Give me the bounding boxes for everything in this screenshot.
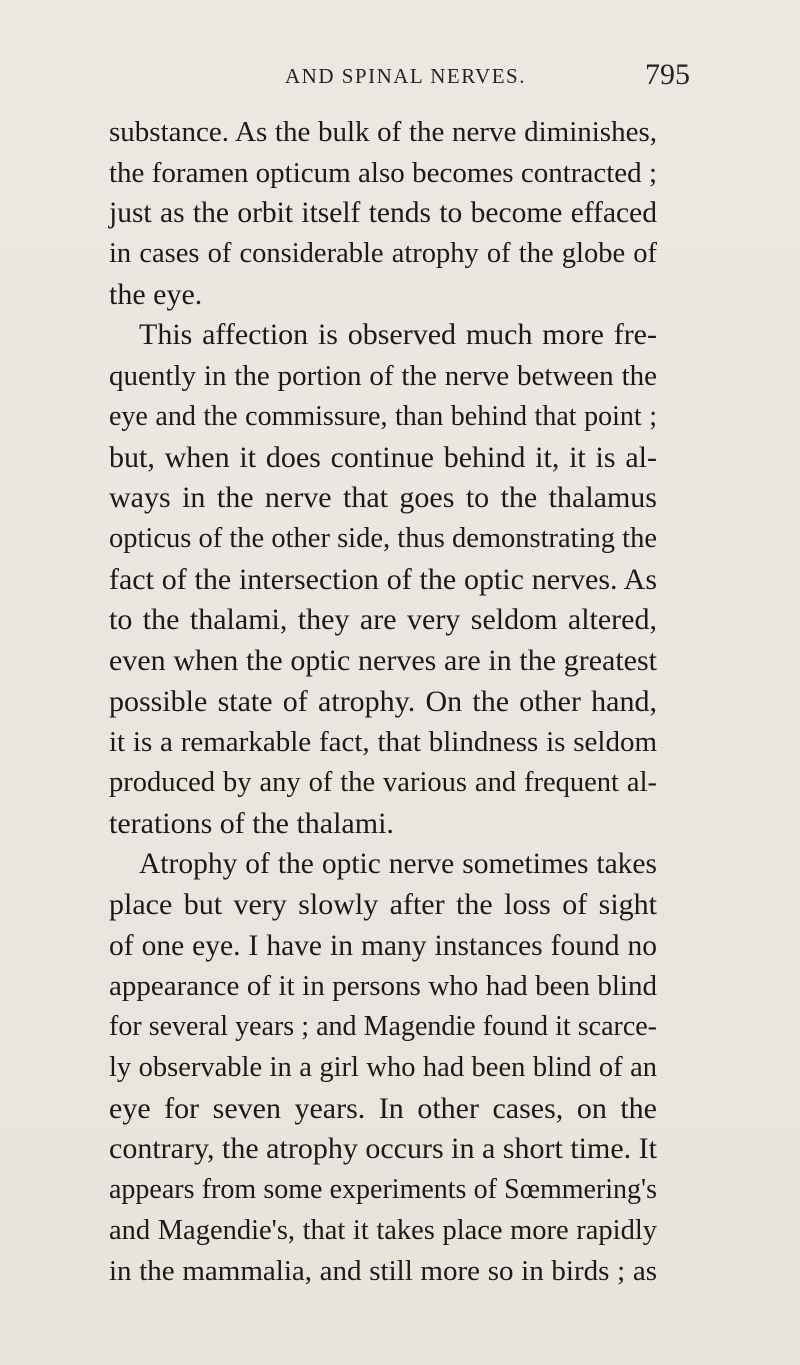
text-line: ways in the nerve that goes to the thalamus (109, 481, 657, 515)
text-line: appearance of it in persons who had been blind (109, 970, 657, 1003)
text-line: of one eye. I have in many instances found no (109, 929, 657, 962)
text-line: terations of the thalami. (109, 806, 394, 840)
text-line: the eye. (109, 277, 203, 311)
text-line: eye and the commissure, than behind that point ; (109, 400, 657, 432)
text-line: just as the orbit itself tends to become effaced (109, 197, 657, 230)
text-line: ly observable in a girl who had been blind of an (109, 1051, 657, 1083)
text-line: eye for seven years. In other cases, on the (109, 1091, 657, 1125)
text-line: and Magendie's, that it takes place more rapidly (109, 1214, 657, 1246)
text-line: to the thalami, they are very seldom altered, (109, 603, 657, 637)
text-line: it is a remarkable fact, that blindness is seldom (109, 726, 657, 759)
page-number: 795 (645, 58, 690, 91)
text-line: the foramen opticum also becomes contracted ; (109, 156, 657, 189)
running-head: AND SPINAL NERVES. (285, 64, 526, 88)
text-line: quently in the portion of the nerve between the (109, 360, 657, 393)
text-line: This affection is observed much more fre- (139, 318, 657, 352)
text-line: place but very slowly after the loss of sight (109, 888, 657, 922)
text-line: in cases of considerable atrophy of the globe of (109, 238, 657, 270)
body-text (109, 112, 657, 1292)
text-line: Atrophy of the optic nerve sometimes takes (139, 848, 657, 881)
text-line: for several years ; and Magendie found it scarce- (109, 1011, 657, 1043)
text-line: contrary, the atrophy occurs in a short time. It (109, 1132, 657, 1166)
text-line: possible state of atrophy. On the other hand, (109, 684, 657, 718)
text-line: substance. As the bulk of the nerve diminishes, (109, 116, 657, 148)
text-line: fact of the intersection of the optic nerves. As (109, 562, 657, 596)
text-line: produced by any of the various and frequent al- (109, 767, 657, 798)
text-line: appears from some experiments of Sœmmering's (109, 1173, 657, 1205)
text-line: in the mammalia, and still more so in birds ; as (109, 1255, 657, 1288)
text-line: even when the optic nerves are in the greatest (109, 643, 657, 677)
text-line: but, when it does continue behind it, it is al- (109, 440, 657, 474)
text-line: opticus of the other side, thus demonstrating the (109, 522, 657, 554)
